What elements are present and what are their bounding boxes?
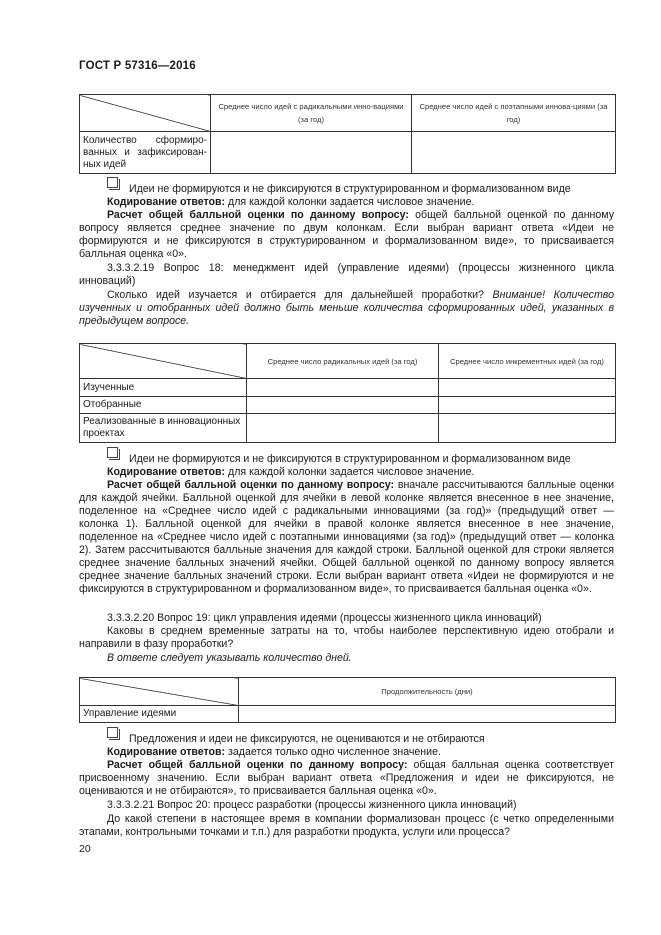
value-cell[interactable] [439, 397, 616, 414]
value-cell[interactable] [439, 414, 616, 443]
value-cell-radical[interactable] [211, 132, 412, 174]
calc-paragraph [79, 759, 614, 798]
diagonal-header-cell [80, 344, 247, 379]
coding-text: для каждой колонки задается числовое значение. [225, 466, 475, 478]
row-label: Изученные [80, 379, 247, 397]
document-header: ГОСТ Р 57316—2016 [79, 60, 196, 72]
calc-text: вначале рассчитываются балльные оценки для каждой ячейки. Балльной оценкой для ячейки в левой колонке является внесенное в нее значение, поделенное на «Среднее число идей с радикальными инновациями (за год)» (предыдущий ответ — колонка 1). Балльной оценкой для ячейки в правой колонке является внесенное в нее значение, поделенное на «Среднее число идей с поэтапными инновациями (за год)» (предыдущий ответ — колонка 2). Затем рассчитываются балльные значения для каждой строки. Балльной оценкой для строки является среднее значение балльных значений ячейки. Общей балльной оценкой по данному вопросу является среднее значение балльных значений строки. Если выбран вариант ответа «Идеи не формируются и не фиксируются в структурированном и формализованном виде», то присваивается балльная оценка «0». [79, 479, 614, 595]
column-header-incremental: Среднее число идей с поэтапными иннова-циями (за год) [412, 95, 616, 132]
coding-title: Кодирование ответов: [107, 746, 226, 758]
question-text: До какой степени в настоящее время в компании формализован процесс (с четко определенными этапами, контрольными точками и т.п.) для разработки продукта, услуги или процесса? [79, 813, 614, 838]
page-number: 20 [79, 843, 91, 855]
column-header-incremental: Среднее число инкрементных идей (за год) [439, 344, 616, 379]
coding-title: Кодирование ответов: [107, 196, 226, 208]
question-text: Каковы в среднем временные затраты на то, чтобы наиболее перспективную идею отобрали и направили в фазу проработки? [79, 625, 614, 650]
calc-text: общая балльная оценка соответствует присвоенному значению. Если выбран вариант ответа «Предложения и идеи не фиксируются, не оцениваются и не отбираются», то присваивается балльная оценка «0». [79, 759, 614, 797]
question-note: Внимание! Количество изученных и отобранных идей должно быть меньше количества сформированных идей, указанных в предыдущем вопросе. [79, 289, 614, 327]
calc-paragraph [79, 209, 614, 261]
column-header-duration: Продолжительность (дни) [239, 678, 616, 706]
value-cell[interactable] [247, 397, 439, 414]
row-label: Управление идеями [80, 706, 239, 723]
calc-title: Расчет общей балльной оценки по данному вопросу: [107, 759, 408, 771]
checkbox-label: Идеи не формируются и не фиксируются в структурированном и формализованном виде [129, 453, 571, 465]
value-cell[interactable] [247, 379, 439, 397]
calc-title: Расчет общей балльной оценки по данному вопросу: [107, 479, 395, 491]
section-heading: 3.3.3.2.20 Вопрос 19: цикл управления идеями (процессы жизненного цикла инноваций) [107, 612, 542, 624]
question-note [79, 652, 614, 665]
calc-title: Расчет общей балльной оценки по данному вопросу: [107, 209, 409, 221]
row-label: Количество сформиро-ванных и зафиксирован-ных идей [80, 132, 211, 174]
coding-paragraph [79, 746, 614, 759]
ideas-selection-table [79, 343, 616, 443]
ideas-count-table [79, 94, 616, 174]
question-paragraph [79, 289, 614, 328]
column-header-radical: Среднее число идей с радикальными инно-вациями (за год) [211, 95, 412, 132]
value-cell-incremental[interactable] [412, 132, 616, 174]
duration-table [79, 677, 616, 723]
diagonal-header-cell [80, 95, 211, 132]
value-cell[interactable] [239, 706, 616, 723]
value-cell[interactable] [439, 379, 616, 397]
section-heading: 3.3.3.2.21 Вопрос 20: процесс разработки (процессы жизненного цикла инноваций) [107, 799, 517, 811]
checkbox[interactable] [107, 447, 118, 458]
diagonal-header-cell [80, 678, 239, 706]
coding-paragraph [79, 196, 614, 209]
column-header-radical: Среднее число радикальных идей (за год) [247, 344, 439, 379]
row-label: Реализованные в инновационных проектах [80, 414, 247, 443]
checkbox-label: Предложения и идеи не фиксируются, не оцениваются и не отбираются [129, 733, 485, 745]
coding-title: Кодирование ответов: [107, 466, 226, 478]
coding-text: для каждой колонки задается числовое значение. [225, 196, 475, 208]
question-text: Сколько идей изучается и отбирается для дальнейшей проработки? [107, 289, 484, 301]
calc-text: общей балльной оценкой по данному вопросу является среднее значение по двум колонкам. Если выбран вариант ответа «Идеи не формируются и не фиксируются в структурированном и формализованном виде», то присваивается балльная оценка «0». [79, 209, 614, 260]
checkbox[interactable] [107, 177, 118, 188]
value-cell[interactable] [247, 414, 439, 443]
calc-paragraph [79, 479, 614, 596]
question-note-text: В ответе следует указывать количество дней. [107, 652, 352, 664]
checkbox-label: Идеи не формируются и не фиксируются в структурированном и формализованном виде [129, 183, 571, 195]
coding-text: задается только одно численное значение. [225, 746, 441, 758]
row-label: Отобранные [80, 397, 247, 414]
coding-paragraph [79, 466, 614, 479]
checkbox[interactable] [107, 727, 118, 738]
section-heading: 3.3.3.2.19 Вопрос 18: менеджмент идей (управление идеями) (процессы жизненного цикла инноваций) [79, 262, 614, 287]
